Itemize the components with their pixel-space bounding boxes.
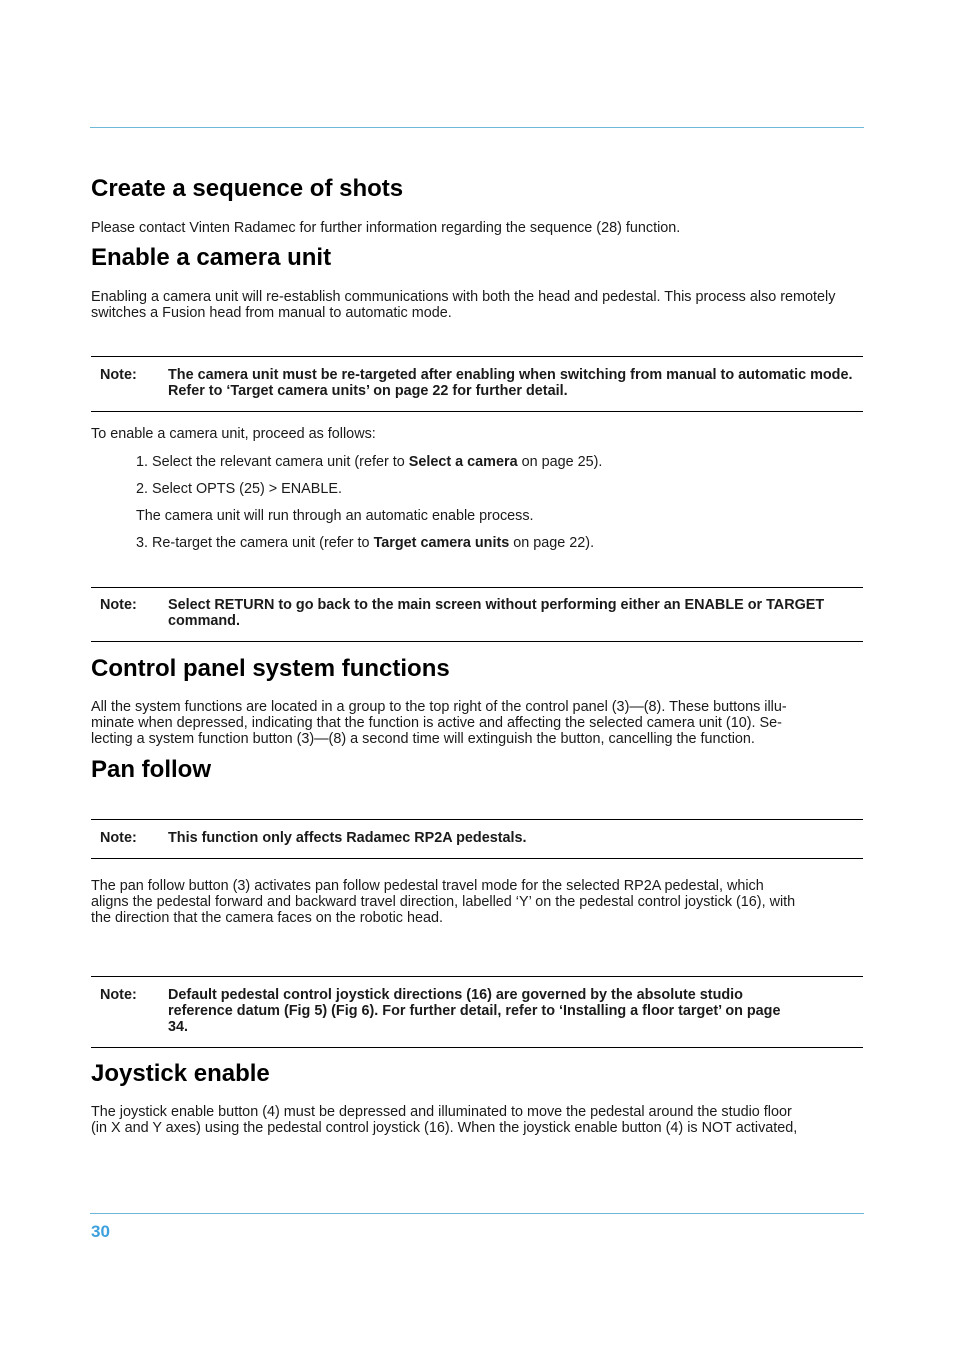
note-text	[168, 987, 858, 1035]
enable-intro: To enable a camera unit, proceed as follows:	[91, 426, 376, 442]
note-datum	[91, 976, 863, 1048]
note-line: reference datum (Fig 5) (Fig 6). For further detail, refer to ‘Installing a floor target’ on page	[168, 1003, 781, 1019]
body-line: lecting a system function button (3)—(8) a second time will extinguish the button, cancelling the function.	[91, 731, 755, 747]
step-3-pre: 3. Re-target the camera unit (refer to	[136, 535, 374, 551]
control-panel-body	[91, 699, 871, 747]
heading-joystick-enable: Joystick enable	[91, 1060, 270, 1087]
note-return	[91, 587, 863, 642]
body-line: minate when depressed, indicating that the function is active and affecting the selected camera unit (10). Se-	[91, 715, 782, 731]
header-rule	[90, 127, 864, 128]
body-line: The joystick enable button (4) must be depressed and illuminated to move the pedestal around the studio floor	[91, 1104, 792, 1120]
note-label: Note:	[100, 830, 137, 846]
step-2: 2. Select OPTS (25) > ENABLE.	[136, 481, 342, 497]
note-text: Select RETURN to go back to the main screen without performing either an ENABLE or TARGET command.	[168, 597, 825, 629]
step-2-result: The camera unit will run through an automatic enable process.	[136, 508, 534, 524]
step-1-pre: 1. Select the relevant camera unit (refer to	[136, 454, 409, 470]
step-1	[136, 454, 856, 470]
body-line: All the system functions are located in a group to the top right of the control panel (3)—(8). These buttons illu-	[91, 699, 787, 715]
body-line: aligns the pedestal forward and backward travel direction, labelled ‘Y’ on the pedestal control joystick (16), with	[91, 894, 796, 910]
heading-pan-follow: Pan follow	[91, 756, 211, 783]
sequence-body: Please contact Vinten Radamec for further information regarding the sequence (28) function.	[91, 220, 681, 236]
step-1-link: Select a camera	[408, 454, 518, 470]
heading-control-panel: Control panel system functions	[91, 655, 450, 682]
note-line: 34.	[168, 1019, 189, 1035]
page-number: 30	[91, 1222, 110, 1241]
body-line: The pan follow button (3) activates pan follow pedestal travel mode for the selected RP2A pedestal, which	[91, 878, 764, 894]
note-text: The camera unit must be re-targeted after enabling when switching from manual to automatic mode. Refer to ‘Target camera units’ on page 22 for further detail.	[168, 367, 853, 399]
body-line: the direction that the camera faces on the robotic head.	[91, 910, 443, 926]
note-label: Note:	[100, 597, 137, 613]
step-3-link: Target camera units	[373, 535, 510, 551]
joystick-body	[91, 1104, 871, 1136]
enable-body: Enabling a camera unit will re-establish communications with both the head and pedestal. This process also remotely switches a Fusion head from manual to automatic mode.	[91, 289, 836, 321]
pan-follow-body	[91, 878, 871, 926]
step-3	[136, 535, 856, 551]
step-1-post: on page 25).	[517, 454, 603, 470]
note-line: Default pedestal control joystick directions (16) are governed by the absolute studio	[168, 987, 743, 1003]
note-text: This function only affects Radamec RP2A pedestals.	[168, 830, 527, 846]
note-label: Note:	[100, 987, 137, 1003]
footer-rule	[90, 1213, 864, 1214]
step-3-post: on page 22).	[509, 535, 595, 551]
note-label: Note:	[100, 367, 137, 383]
heading-create-sequence: Create a sequence of shots	[91, 175, 404, 202]
note-retarget	[91, 356, 863, 412]
body-line: (in X and Y axes) using the pedestal control joystick (16). When the joystick enable button (4) is NOT activated,	[91, 1120, 798, 1136]
note-rp2a	[91, 819, 863, 859]
heading-enable-camera: Enable a camera unit	[91, 244, 332, 271]
